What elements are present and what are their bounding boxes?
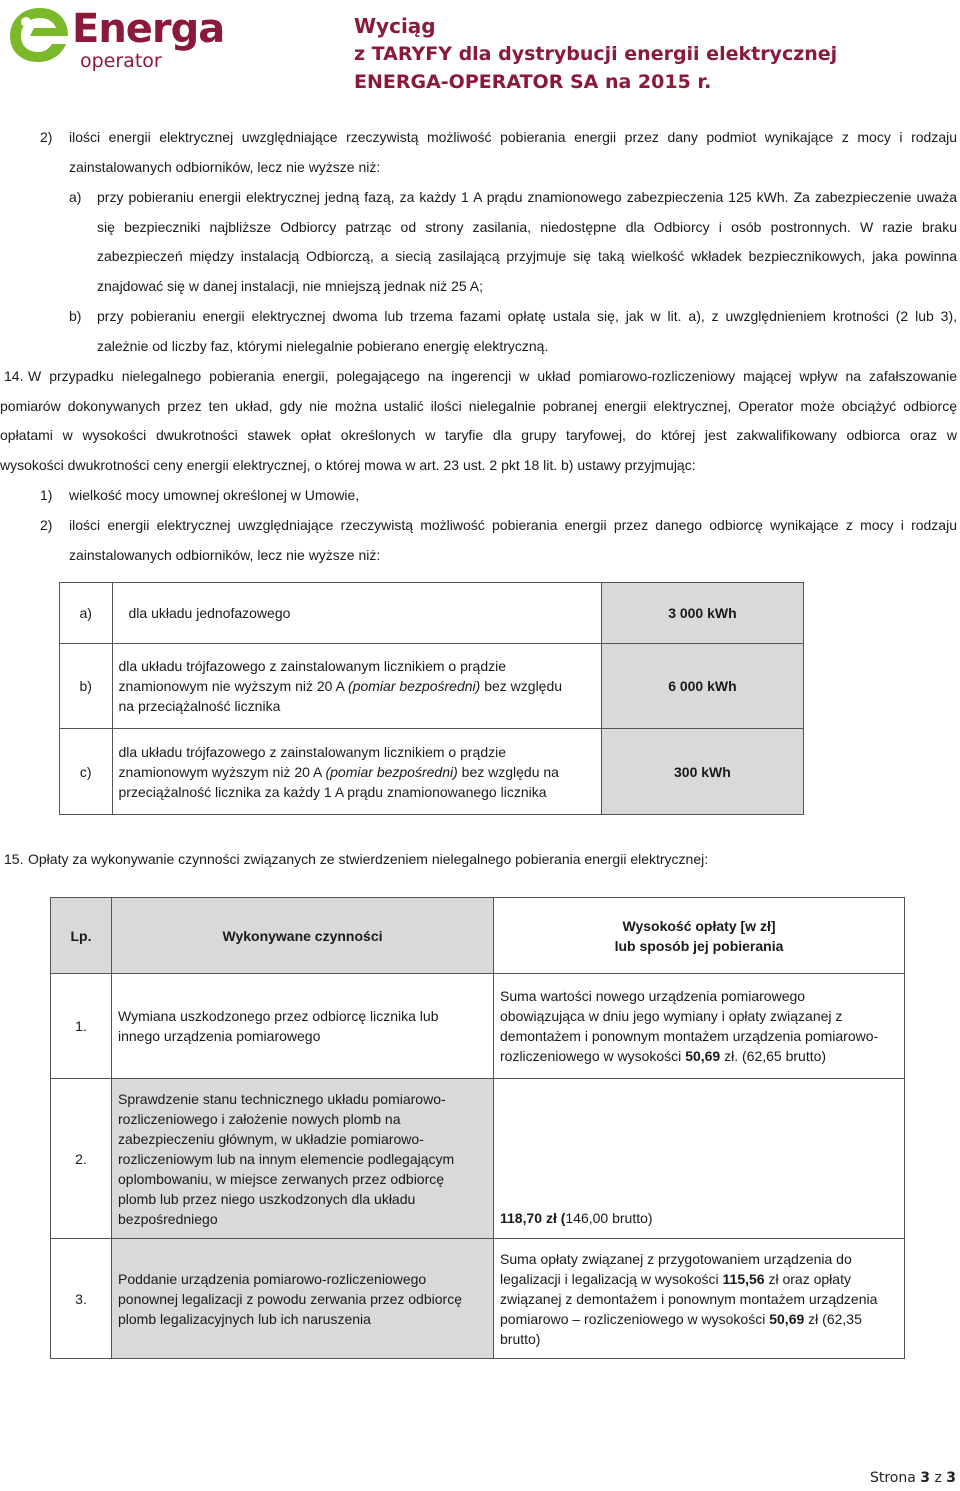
limits-table: [59, 582, 804, 815]
paragraph-line: znajdować się w danej instalacji, nie mniejszą jednak niż 25 A;: [97, 278, 483, 294]
desc-line: na przeciążalność licznika: [118, 698, 281, 714]
table-row: [51, 1079, 905, 1239]
page-sep: z: [930, 1470, 947, 1486]
paragraph-line: wielkość mocy umownej określonej w Umowie,: [69, 487, 360, 503]
section-number: 15.: [4, 851, 24, 867]
page-total: 3: [946, 1470, 956, 1486]
paragraph-line: ilości energii elektrycznej uwzględniające rzeczywistą możliwość pobierania energii przez dany podmiot wynikające z mocy i rodzaju: [69, 129, 957, 145]
row-description: [112, 644, 601, 729]
fee-text: 146,00 brutto): [565, 1210, 653, 1226]
fee-text: (: [556, 1210, 566, 1226]
row-label: a): [60, 583, 113, 644]
activity-line: rozliczeniowego i założenie nowych plomb na: [118, 1110, 401, 1127]
desc-line: dla układu trójfazowego z zainstalowanym licznikiem o prądzie: [118, 658, 507, 674]
desc-text: znamionowym nie wyższym niż 20 A: [118, 678, 349, 694]
section-number: 14.: [4, 368, 24, 384]
fee-line: Suma wartości nowego urządzenia pomiarowego: [500, 988, 806, 1004]
table-header-row: [51, 898, 905, 974]
row-activity: [112, 1239, 494, 1359]
paragraph-line: się bezpieczniki najbliższe Odbiorcy patrząc od strony zasilania, niedostępne dla Odbiorcy i osób postronnych. W razie braku: [97, 219, 957, 235]
header-lp: Lp.: [51, 898, 112, 974]
fee-line: [500, 1046, 898, 1066]
desc-line: przeciążalność licznika za każdy 1 A prądu znamionowanego licznika: [118, 783, 547, 800]
desc-text: znamionowym wyższym niż 20 A: [118, 763, 326, 780]
row-fee: [494, 1239, 905, 1359]
fee-text: rozliczeniowego w wysokości: [500, 1048, 686, 1064]
desc-text: bez względu na: [457, 763, 559, 780]
item-letter: b): [69, 308, 82, 324]
activity-line: bezpośredniego: [118, 1210, 218, 1227]
activity-line: rozliczeniowym lub na innym elemencie podlegającym: [118, 1150, 455, 1167]
paragraph-line: pomiarów dokonywanych przez ten układ, gdy nie można ustalić ilości nielegalnie pobranej energii elektrycznej, Operator może obciążyć odbiorcę: [0, 398, 957, 414]
item-number: 2): [40, 517, 53, 533]
desc-line: [119, 676, 595, 696]
header-fee-line: lub sposób jej pobierania: [614, 937, 784, 954]
paragraph-line: wysokości dwukrotności ceny energii elektrycznej, o której mowa w art. 23 ust. 2 pkt 18 lit. b) ustawy przyjmując:: [0, 457, 696, 473]
row-value: 6 000 kWh: [601, 644, 803, 729]
fee-line: obowiązująca w dniu jego wymiany i opłaty związanej z: [500, 1008, 843, 1024]
header-title-1: Wyciąg: [354, 14, 436, 38]
header-activity: Wykonywane czynności: [112, 898, 494, 974]
row-activity: [112, 1079, 494, 1239]
fee-text: legalizacji i legalizacją w wysokości: [500, 1270, 723, 1287]
fee-text: pomiarowo – rozliczeniowego w wysokości: [500, 1310, 770, 1327]
header-title-2: z TARYFY dla dystrybucji energii elektrycznej: [354, 43, 838, 65]
header-fee-line: Wysokość opłaty [w zł]: [622, 917, 776, 934]
desc-text: bez względu: [480, 678, 563, 694]
fees-table: [50, 897, 905, 1359]
paragraph-line: W przypadku nielegalnego pobierania energii, polegającego na ingerencji w układ pomiarowo-rozliczeniowy mającej wpływ na zafałszowanie: [28, 368, 957, 384]
row-description: dla układu jednofazowego: [112, 583, 601, 644]
table-row: [51, 1239, 905, 1359]
energa-leaf-icon: [8, 4, 72, 66]
activity-line: plomb legalizacyjnych lub ich naruszenia: [118, 1310, 371, 1327]
paragraph-line: zależnie od liczby faz, którymi nielegalnie pobierano energię elektryczną.: [97, 338, 549, 354]
table-row: [60, 583, 804, 644]
paragraph-line: zainstalowanych odbiorników, lecz nie wyższe niż:: [69, 159, 381, 175]
paragraph-line: Opłaty za wykonywanie czynności związanych ze stwierdzeniem nielegalnego pobierania energii elektrycznej:: [28, 851, 709, 867]
paragraph-line: przy pobieraniu energii elektrycznej dwoma lub trzema fazami opłatę ustala się, jak w lit. a), z uwzględnieniem krotności (2 lub 3),: [97, 308, 957, 324]
row-activity: [112, 974, 494, 1079]
logo-brand-text: Energa: [72, 6, 225, 52]
fee-amount: 118,70 zł: [500, 1210, 557, 1226]
table-row: [60, 644, 804, 729]
item-number: 2): [40, 129, 53, 145]
desc-line: [119, 762, 595, 782]
activity-line: Poddanie urządzenia pomiarowo-rozliczeniowego: [118, 1270, 427, 1287]
fee-line: Suma opłaty związanej z przygotowaniem urządzenia do: [500, 1250, 852, 1267]
item-number: 1): [40, 487, 53, 503]
page-label: Strona: [869, 1470, 921, 1486]
paragraph-line: zainstalowanych odbiorników, lecz nie wyższe niż:: [69, 547, 381, 563]
paragraph-line: ilości energii elektrycznej uwzględniające rzeczywistą możliwość pobierania energii przez danego odbiorcę wynikające z mocy i rodzaju: [69, 517, 957, 533]
activity-line: plomb lub przez niego uszkodzonych dla układu: [118, 1190, 416, 1207]
paragraph-line: opłatami w wysokości dwukrotności stawek opłat określonych w taryfie dla grupy taryfowej, do której jest zakwalifikowany odbiorca oraz w: [0, 427, 957, 443]
fee-line: [500, 1269, 898, 1289]
row-lp: 2.: [51, 1079, 112, 1239]
fee-amount: 50,69: [685, 1048, 721, 1064]
desc-italic: (pomiar bezpośredni): [348, 678, 481, 694]
row-value: 3 000 kWh: [601, 583, 803, 644]
fee-amount: 50,69: [769, 1310, 805, 1327]
fee-amount: 115,56: [722, 1270, 765, 1287]
activity-line: zabezpieczeniu głównym, w układzie pomiarowo-: [118, 1130, 424, 1147]
activity-line: ponownej legalizacji z powodu zerwania przez odbiorcę: [118, 1290, 462, 1307]
activity-line: oplombowaniu, w miejsce zerwanych przez odbiorcę: [118, 1170, 445, 1187]
fee-text: zł. (62,65 brutto): [720, 1048, 827, 1064]
table-row: [60, 729, 804, 815]
header-fee: [494, 898, 905, 974]
row-description: [112, 729, 601, 815]
activity-line: Wymiana uszkodzonego przez odbiorcę licznika lub: [118, 1008, 439, 1024]
fee-line: brutto): [500, 1330, 541, 1347]
activity-line: Sprawdzenie stanu technicznego układu pomiarowo-: [118, 1090, 446, 1107]
paragraph-line: zabezpieczeń między instalacją Odbiorczą, a siecią zasilającą przyjmuje się taką wielkość wkładek bezpiecznikowych, jaka powinna: [97, 248, 957, 264]
row-lp: 1.: [51, 974, 112, 1079]
row-label: c): [60, 729, 113, 815]
desc-italic: (pomiar bezpośredni): [325, 763, 458, 780]
desc-line: dla układu trójfazowego z zainstalowanym licznikiem o prądzie: [118, 743, 507, 760]
fee-line: związanej z demontażem i ponownym montażem urządzenia: [500, 1290, 878, 1307]
table-row: [51, 974, 905, 1079]
page-number: [870, 1470, 956, 1486]
page-current: 3: [920, 1470, 930, 1486]
row-fee: [494, 974, 905, 1079]
logo-subtitle: operator: [80, 50, 162, 72]
paragraph-line: przy pobieraniu energii elektrycznej jedną fazą, za każdy 1 A prądu znamionowego zabezpieczenia 125 kWh. Za zabezpieczenie uważa: [97, 189, 957, 205]
fee-line: demontażem i ponownym montażem urządzenia pomiarowo-: [500, 1028, 879, 1044]
row-label: b): [60, 644, 113, 729]
row-fee: [494, 1079, 905, 1239]
fee-text: zł oraz opłaty: [764, 1270, 851, 1287]
activity-line: innego urządzenia pomiarowego: [118, 1028, 321, 1044]
fee-text: zł (62,35: [804, 1310, 862, 1327]
header-title-3: ENERGA-OPERATOR SA na 2015 r.: [354, 71, 712, 93]
fee-line: [500, 1309, 898, 1329]
row-lp: 3.: [51, 1239, 112, 1359]
item-letter: a): [69, 189, 82, 205]
row-value: 300 kWh: [601, 729, 803, 815]
